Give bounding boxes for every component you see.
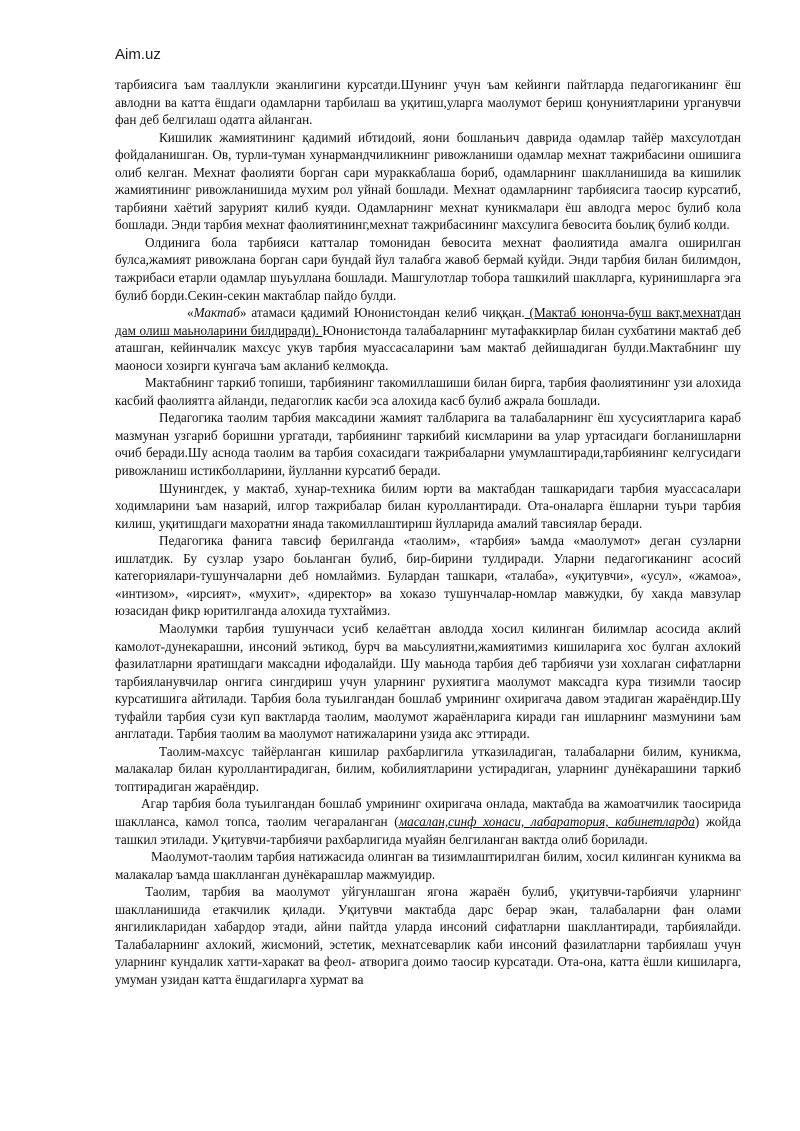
examples-note: масалан,синф хонаси, лабаратория, кабинетларда [398,813,695,829]
quote-close-text: » атамаси қадимий Юнонистондан келиб чиққан. [239,305,525,321]
paragraph: Шунингдек, у мактаб, хунар-техника билим юрти ва мактабдан ташкаридаги тарбия муассасалари ходимларини ъам назарий, илгор тажрибалар билан куроллантиради. Ота-оналарга ёшларни туьри тарбия килиш, уқитишдаги махоратни янада такомиллаштириш йулларида амалий тавсиялар беради. [115,480,741,531]
paragraph: Педагогика фанига тавсиф берилганда «таолим», «тарбия» ъамда «маолумот» деган сузларни ишлатдик. Бу сузлар узаро боьланган булиб, бир-бирини тулдиради. Уларни педагогиканинг асосий категориялари-тушунчаларни деб номлаймиз. Булардан ташкари, «талаба», «уқитувчи», «усул», «жамоа», «интизом», «ирсият», «мухит», «директор» ва хоказо тушунчалар-номлар мавжудки, бу хакда мавзулар юзасидан фикр юритилганда алохида тухтаймиз. [115,533,741,619]
paragraph-start: Агар тарбия бола туьилгандан бошлаб умрининг охиригача онлада, мактабда ва жамоатчилик таосирида шаклланса, камол топса, таолим чегараланган ( [115,796,741,829]
paragraph [115,304,741,374]
paragraph: Таолим-махсус тайёрланган кишилар рахбарлигила утказиладиган, талабаларни билим, куникма, малакалар билан куроллантирадиган, билим, кобилиятларини устирадиган, уларнинг дунёкарашини таркиб топтирадиган жараёндир. [115,743,741,794]
site-header: Aim.uz [115,46,161,63]
paragraph: Маолумки тарбия тушунчаси усиб келаётган авлодда хосил килинган билимлар асосида аклий камолот-дунекарашни, инсоний эьтикод, бурч ва маьсулиятни,жамиятимиз кишиларига хос булган ахлокий фазилатларни яратишдаги максадни ифодалайди. Шу маьнода тарбия деб тарбиячи узи хохлаган сифатларни тарбияланувчилар онгига сингдириш учун уларнинг рухиятига маолумот максадга кура тизимли таосир курсатишига айтилади. Тарбия бола туьилгандан бошлаб умрининг охиригача давом этадиган жараёндир.Шу туфайли тарбия сузи куп вактларда таолим, маолумот жараёнларига киради ган ишларнинг мазмунини ъам англатади. Тарбия таолим ва маолумот натижаларини узида акс эттиради. [115,620,741,742]
paragraph: Олдинига бола тарбияси катталар томонидан бевосита мехнат фаолиятида амалга оширилган булса,жамият ривожлана борган сари бундай йул талабга жавоб бермай куйди. Энди тарбия билан билимдон, тажрибаси етарли одамлар шуьуллана бошлади. Машгулотлар тобора ташкилий шаклларга, куринишларга эга булиб борди.Секин-секин мактаблар пайдо булди. [115,234,741,303]
paragraph: Педагогика таолим тарбия максадини жамият талбларига ва талабаларнинг ёш хусусиятларига караб мазмунан узгариб боришни ургатади, тарбиянинг таркибий кисмларини ва улар уртасидаги богланишларни очиб беради.Шу аснода таолим ва тарбия сохасидаги тажрибаларни умумлаштиради,тарбиянинг келгусидаги ривожланиш истикболларини, йулланни курсатиб беради. [115,410,741,479]
paragraph: Маолумот-таолим тарбия натижасида олинган ва тизимлаштирилган билим, хосил килинган куникма ва малакалар ъамда шаклланган дунёкарашлар мажмуидир. [115,849,741,882]
paragraph: Таолим, тарбия ва маолумот уйгунлашган ягона жараён булиб, уқитувчи-тарбиячи уларнинг шаклланишида етакчилик қилади. Уқитувчи мактабда дарс берар экан, талабаларни фан олами янгиликларидан хабардор этади, айни пайтда уларда инсоний сифатларни шакллантиради, тарбиялайди. Талабаларнинг ахлокий, жисмоний, эстетик, мехнатсеварлик каби инсоний фазилатларни тарбиялаш учун уларнинг кундалик хатти-харакат ва феол- атворига доимо таосир курсатади. Ота-она, катта ёшли кишиларга, умуман узидан катта ёшдагиларга хурмат ва [115,884,741,987]
quote-open: « [187,305,194,321]
paragraph-rest: Юнонистонда талабаларнинг мутафаккирлар билан сухбатини мактаб деб аташган, кейинчалик махсус укув тарбия муассасаларини ъам мактаб дейишадиган булди.Мактабнинг шу маоноси хозирги кунгача ъам акланиб келмоқда. [115,322,741,373]
document-body [115,76,741,988]
term-maktab: Мактаб [193,305,240,321]
etymology-note: (Мактаб юнонча-буш вакт,мехнатдан дам олиш маьноларини билдиради). [115,305,741,338]
paragraph: Мактабнинг таркиб топиши, тарбиянинг такомиллашиши билан бирга, тарбия фаолиятининг узи алохида касбий фаолиятга айланди, педагоглик касби эса алохида касб булиб ажрала бошлади. [115,375,741,408]
paragraph-end: ) жойда ташкил этилади. Уқитувчи-тарбиячи рахбарлигида муайян белгиланган вактда олиб борилади. [115,813,741,847]
paragraph [115,795,741,848]
paragraph: тарбиясига ъам тааллукли эканлигини курсатди.Шунинг учун ъам кейинги пайтларда педагогиканинг ёш авлодни ва катта ёшдаги одамларни тарбилаш ва уқитиш,уларга маолумот бериш қонуниятларини урганувчи фан деб белгилаш одатга айланган. [115,77,741,128]
paragraph: Кишилик жамиятининг қадимий ибтидоий, яони бошланьич даврида одамлар тайёр махсулотдан фойдаланишган. Ов, турли-туман хунармандчиликнинг ривожланиши одамлар мехнат тажрибасини ошишига олиб келган. Мехнат фаолияти борган сари мураккаблаша бориб, одамларнинг шаклланишида ва кишилик жамиятининг ривожланишида мухим рол уйнай бошлади. Мехнат одамларнинг тарбиясига таосир курсатиб, тарбияни хаётий зарурият килиб куяди. Одамларнинг мехнат куникмалари ёш авлодга мерос булиб кола бошлади. Энди тарбия мехнат фаолиятининг,мехнат тажрибасининг махсулига бевосита боьлиқ булиб колди. [115,129,741,233]
